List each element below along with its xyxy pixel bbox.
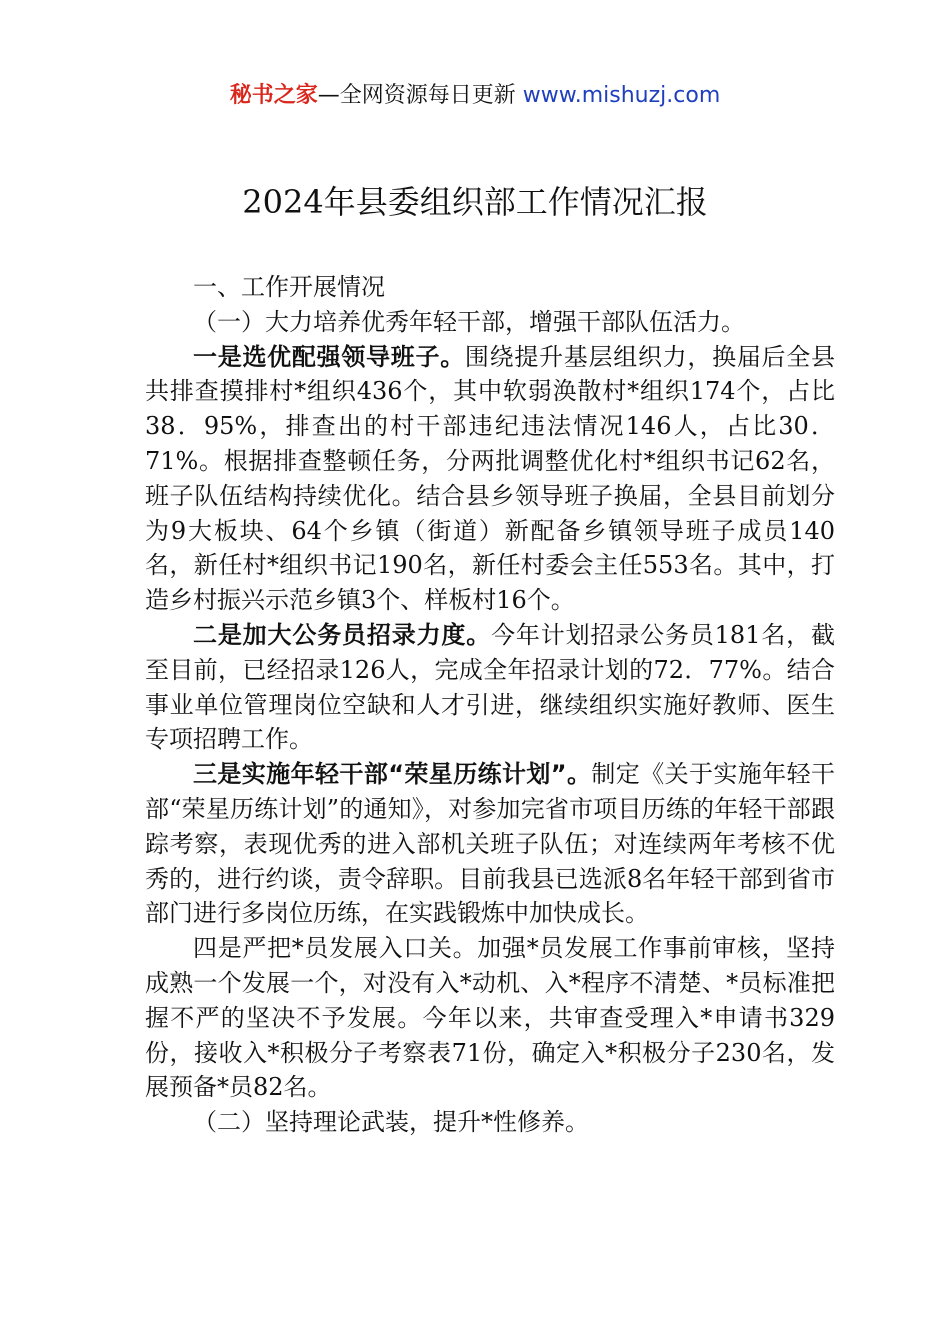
paragraph-1-lead: 一是选优配强领导班子。 bbox=[193, 342, 465, 371]
paragraph-4: 四是严把*员发展入口关。加强*员发展工作事前审核，坚持成熟一个发展一个，对没有入*动机、入*程序不清楚、*员标准把握不严的坚决不予发展。今年以来，共审查受理入*申请书329份，接收入*积极分子考察表71份，确定入*积极分子230名，发展预备*员82名。 bbox=[145, 934, 835, 1102]
document-title: 2024年县委组织部工作情况汇报 bbox=[242, 183, 708, 221]
paragraph-2-text: 今年计划招录公务员181名，截至目前，已经招录126人，完成全年招录计划的72．77%。结合事业单位管理岗位空缺和人才引进，继续组织实施好教师、医生专项招聘工作。 bbox=[145, 620, 835, 754]
paragraph-2-lead: 二是加大公务员招录力度。 bbox=[193, 620, 492, 649]
site-tagline: —全网资源每日更新 bbox=[317, 83, 523, 108]
subsection-heading: （一）大力培养优秀年轻干部，增强干部队伍活力。 bbox=[193, 307, 745, 336]
paragraph-3-lead: 三是实施年轻干部“荣星历练计划”。 bbox=[193, 760, 592, 789]
site-banner bbox=[0, 80, 950, 112]
site-url-link[interactable]: www.mishuzj.com bbox=[522, 83, 721, 108]
subsection-heading-2: （二）坚持理论武装，提升*性修养。 bbox=[193, 1108, 589, 1137]
paragraph-1 bbox=[145, 340, 835, 618]
paragraph-3-text: 制定《关于实施年轻干部“荣星历练计划”的通知》，对参加完省市项目历练的年轻干部跟踪考察，表现优秀的进入部机关班子队伍；对连续两年考核不优秀的，进行约谈，责令辞职。目前我县已选派8名年轻干部到省市部门进行多岗位历练，在实践锻炼中加快成长。 bbox=[145, 760, 836, 928]
document-body bbox=[145, 270, 835, 1140]
paragraph-2 bbox=[145, 618, 835, 757]
paragraph-3 bbox=[145, 757, 835, 931]
paragraph-1-text: 围绕提升基层组织力，换届后全县共排查摸排村*组织436个，其中软弱涣散村*组织174个，占比38．95%，排查出的村干部违纪违法情况146人，占比30．71%。根据排查整顿任务，分两批调整优化村*组织书记62名，班子队伍结构持续优化。结合县乡领导班子换届，全县目前划分为9大板块、64个乡镇（街道）新配备乡镇领导班子成员140名，新任村*组织书记190名，新任村委会主任553名。其中，打造乡村振兴示范乡镇3个、样板村16个。 bbox=[145, 342, 836, 615]
section-heading: 一、工作开展情况 bbox=[193, 273, 385, 301]
site-brand: 秘书之家 bbox=[229, 83, 318, 108]
